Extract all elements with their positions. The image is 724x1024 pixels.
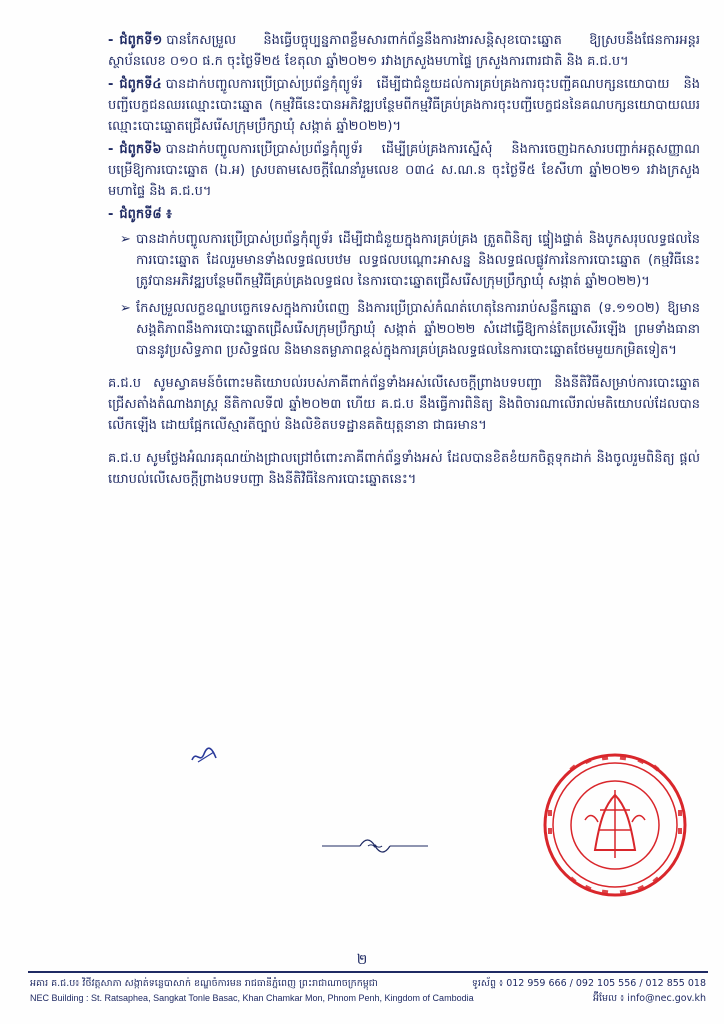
footer — [30, 976, 706, 1006]
document-body — [108, 30, 700, 490]
chapter-8-item — [108, 204, 700, 225]
signature-initial-icon — [190, 746, 220, 766]
arrow-bullet-icon: ➢ — [120, 301, 131, 316]
chapter-text: បានដាក់បញ្ចូលការប្រើប្រាស់ប្រព័ន្ធកុំព្យូទ័រ ដើម្បីគ្រប់គ្រងការស្នើសុំ និងការចេញឯកសារបញ្ជាក់អត្តសញ្ញាណបម្រើឱ្យការបោះឆ្នោត (ឯ.អ) ស្របតាមសេចក្តីណែនាំរួមលេខ ០៣៤ ស.ណ.ន ចុះថ្ងៃទី៥ ខែសីហា ឆ្នាំ២០២១ រវាងក្រសួងមហាផ្ទៃ និង គ.ជ.ប។ — [108, 142, 700, 199]
thanks-paragraph: គ.ជ.ប សូមថ្លែងអំណរគុណយ៉ាងជ្រាលជ្រៅចំពោះភាគីពាក់ព័ន្ធទាំងអស់ ដែលបានខិតខំយកចិត្តទុកដាក់ និងចូលរួមពិនិត្យ ផ្តល់យោបល់លើសេចក្តីព្រាងបទបញ្ជា និងនីតិវិធីនៃការបោះឆ្នោតនេះ។ — [108, 451, 700, 487]
chapter-text: បានដាក់បញ្ចូលការប្រើប្រាស់ប្រព័ន្ធកុំព្យូទ័រ ដើម្បីជាជំនួយដល់ការគ្រប់គ្រងការចុះបញ្ជីគណបក្សនយោបាយ និងបញ្ជីបេក្ខជនឈរឈ្មោះបោះឆ្នោត (កម្មវិធីនេះបានអភិវឌ្ឍបន្ថែមពីកម្មវិធីគ្រប់គ្រងការចុះបញ្ជីបេក្ខជននៃគណបក្សនយោបាយឈរឈ្មោះបោះឆ្នោតជ្រើសរើសក្រុមប្រឹក្សាឃុំ សង្កាត់ ឆ្នាំ២០២២)។ — [108, 77, 700, 134]
bullet: - — [108, 33, 114, 48]
chapter-6-item — [108, 139, 700, 202]
chapter-label: ជំពូកទី៨ ៖ — [119, 207, 172, 222]
sub-item-text: បានដាក់បញ្ចូលការប្រើប្រាស់ប្រព័ន្ធកុំព្យូទ័រ ដើម្បីជាជំនួយក្នុងការគ្រប់គ្រង ត្រួតពិនិត្យ ផ្ទៀងផ្ទាត់ និងបូកសរុបលទ្ធផលនៃការបោះឆ្នោត ដែលរួមមានទាំងលទ្ធផលបឋម លទ្ធផលបណ្តោះអាសន្ន និងលទ្ធផលផ្លូវការនៃការបោះឆ្នោត (កម្មវិធីនេះត្រូវបានអភិវឌ្ឍបន្ថែមពីកម្មវិធីគ្រប់គ្រងលទ្ធផល នៃការបោះឆ្នោតជ្រើសរើសក្រុមប្រឹក្សាឃុំ សង្កាត់ ឆ្នាំ២០២២)។ — [136, 232, 700, 289]
chapter-1-item — [108, 30, 700, 72]
chapter-8-sub-item-2 — [108, 298, 700, 361]
bullet: - — [108, 77, 114, 92]
footer-phone: ទូរស័ព្ទ ៖ 012 959 666 / 092 105 556 / 012 855 018 — [471, 978, 706, 989]
footer-row-en — [30, 991, 706, 1006]
chapter-4-item — [108, 74, 700, 137]
chapter-label: ជំពូកទី៤ — [119, 77, 162, 92]
page-number: ២ — [356, 952, 368, 968]
bullet: - — [108, 207, 114, 222]
chapter-text: បានកែសម្រួល និងធ្វើបច្ចុប្បន្នភាពខ្លឹមសារពាក់ព័ន្ធនឹងការងារសន្តិសុខបោះឆ្នោត ឱ្យស្របនឹងផែនការអន្តរស្ថាប័នលេខ ០១០ ផ.ក ចុះថ្ងៃទី២៥ ខែតុលា ឆ្នាំ២០២១ រវាងក្រសួងមហាផ្ទៃ ក្រសួងការពារជាតិ និង គ.ជ.ប។ — [108, 33, 700, 69]
footer-address-en: NEC Building : St. Ratsaphea, Sangkat Tonle Basac, Khan Chamkar Mon, Phnom Penh, Kingdom of Cambodia — [30, 993, 474, 1003]
decorative-divider-icon — [320, 836, 430, 856]
footer-email: អ៊ីមែល ៖ info@nec.gov.kh — [592, 993, 706, 1004]
chapter-label: ជំពូកទី៦ — [119, 142, 162, 157]
footer-divider — [28, 971, 708, 973]
official-seal-icon — [540, 750, 690, 900]
chapter-8-sub-item-1 — [108, 229, 700, 292]
bullet: - — [108, 142, 114, 157]
chapter-label: ជំពូកទី១ — [119, 33, 163, 48]
arrow-bullet-icon: ➢ — [120, 232, 131, 247]
sub-item-text: កែសម្រួលលក្ខខណ្ឌបច្ចេកទេសក្នុងការបំពេញ និងការប្រើប្រាស់កំណត់ហេតុនៃការរាប់សន្លឹកឆ្នោត (ទ.១១០២) ឱ្យមានសង្គតិភាពនឹងការបោះឆ្នោតជ្រើសរើសក្រុមប្រឹក្សាឃុំ សង្កាត់ ឆ្នាំ២០២២ សំដៅធ្វើឱ្យកាន់តែប្រសើរឡើង ព្រមទាំងធានាបាននូវប្រសិទ្ធភាព ប្រសិទ្ធផល និងមានតម្លាភាពខ្ពស់ក្នុងការគ្រប់គ្រងលទ្ធផលនៃការបោះឆ្នោតថែមមួយកម្រិតទៀត។ — [136, 301, 700, 358]
footer-address-km: អគារ គ.ជ.ប៖ វិថីវត្តសាភា សង្កាត់ទន្លេបាសាក់ ខណ្ឌចំការមន រាជធានីភ្នំពេញ ព្រះរាជាណាចក្រកម្ពុជា — [30, 978, 378, 989]
footer-row-km — [30, 976, 706, 991]
welcome-paragraph: គ.ជ.ប សូមស្វាគមន៍ចំពោះមតិយោបល់របស់ភាគីពាក់ព័ន្ធទាំងអស់លើសេចក្តីព្រាងបទបញ្ជា និងនីតិវិធីសម្រាប់ការបោះឆ្នោតជ្រើសតាំងតំណាងរាស្ត្រ នីតិកាលទី៧ ឆ្នាំ២០២៣ ហើយ គ.ជ.ប នឹងធ្វើការពិនិត្យ និងពិចារណាលើរាល់មតិយោបល់ដែលបានលើកឡើង ដោយផ្អែកលើស្មារតីច្បាប់ និងលិខិតបទដ្ឋានគតិយុត្តនានា ជាធរមាន។ — [108, 376, 700, 433]
